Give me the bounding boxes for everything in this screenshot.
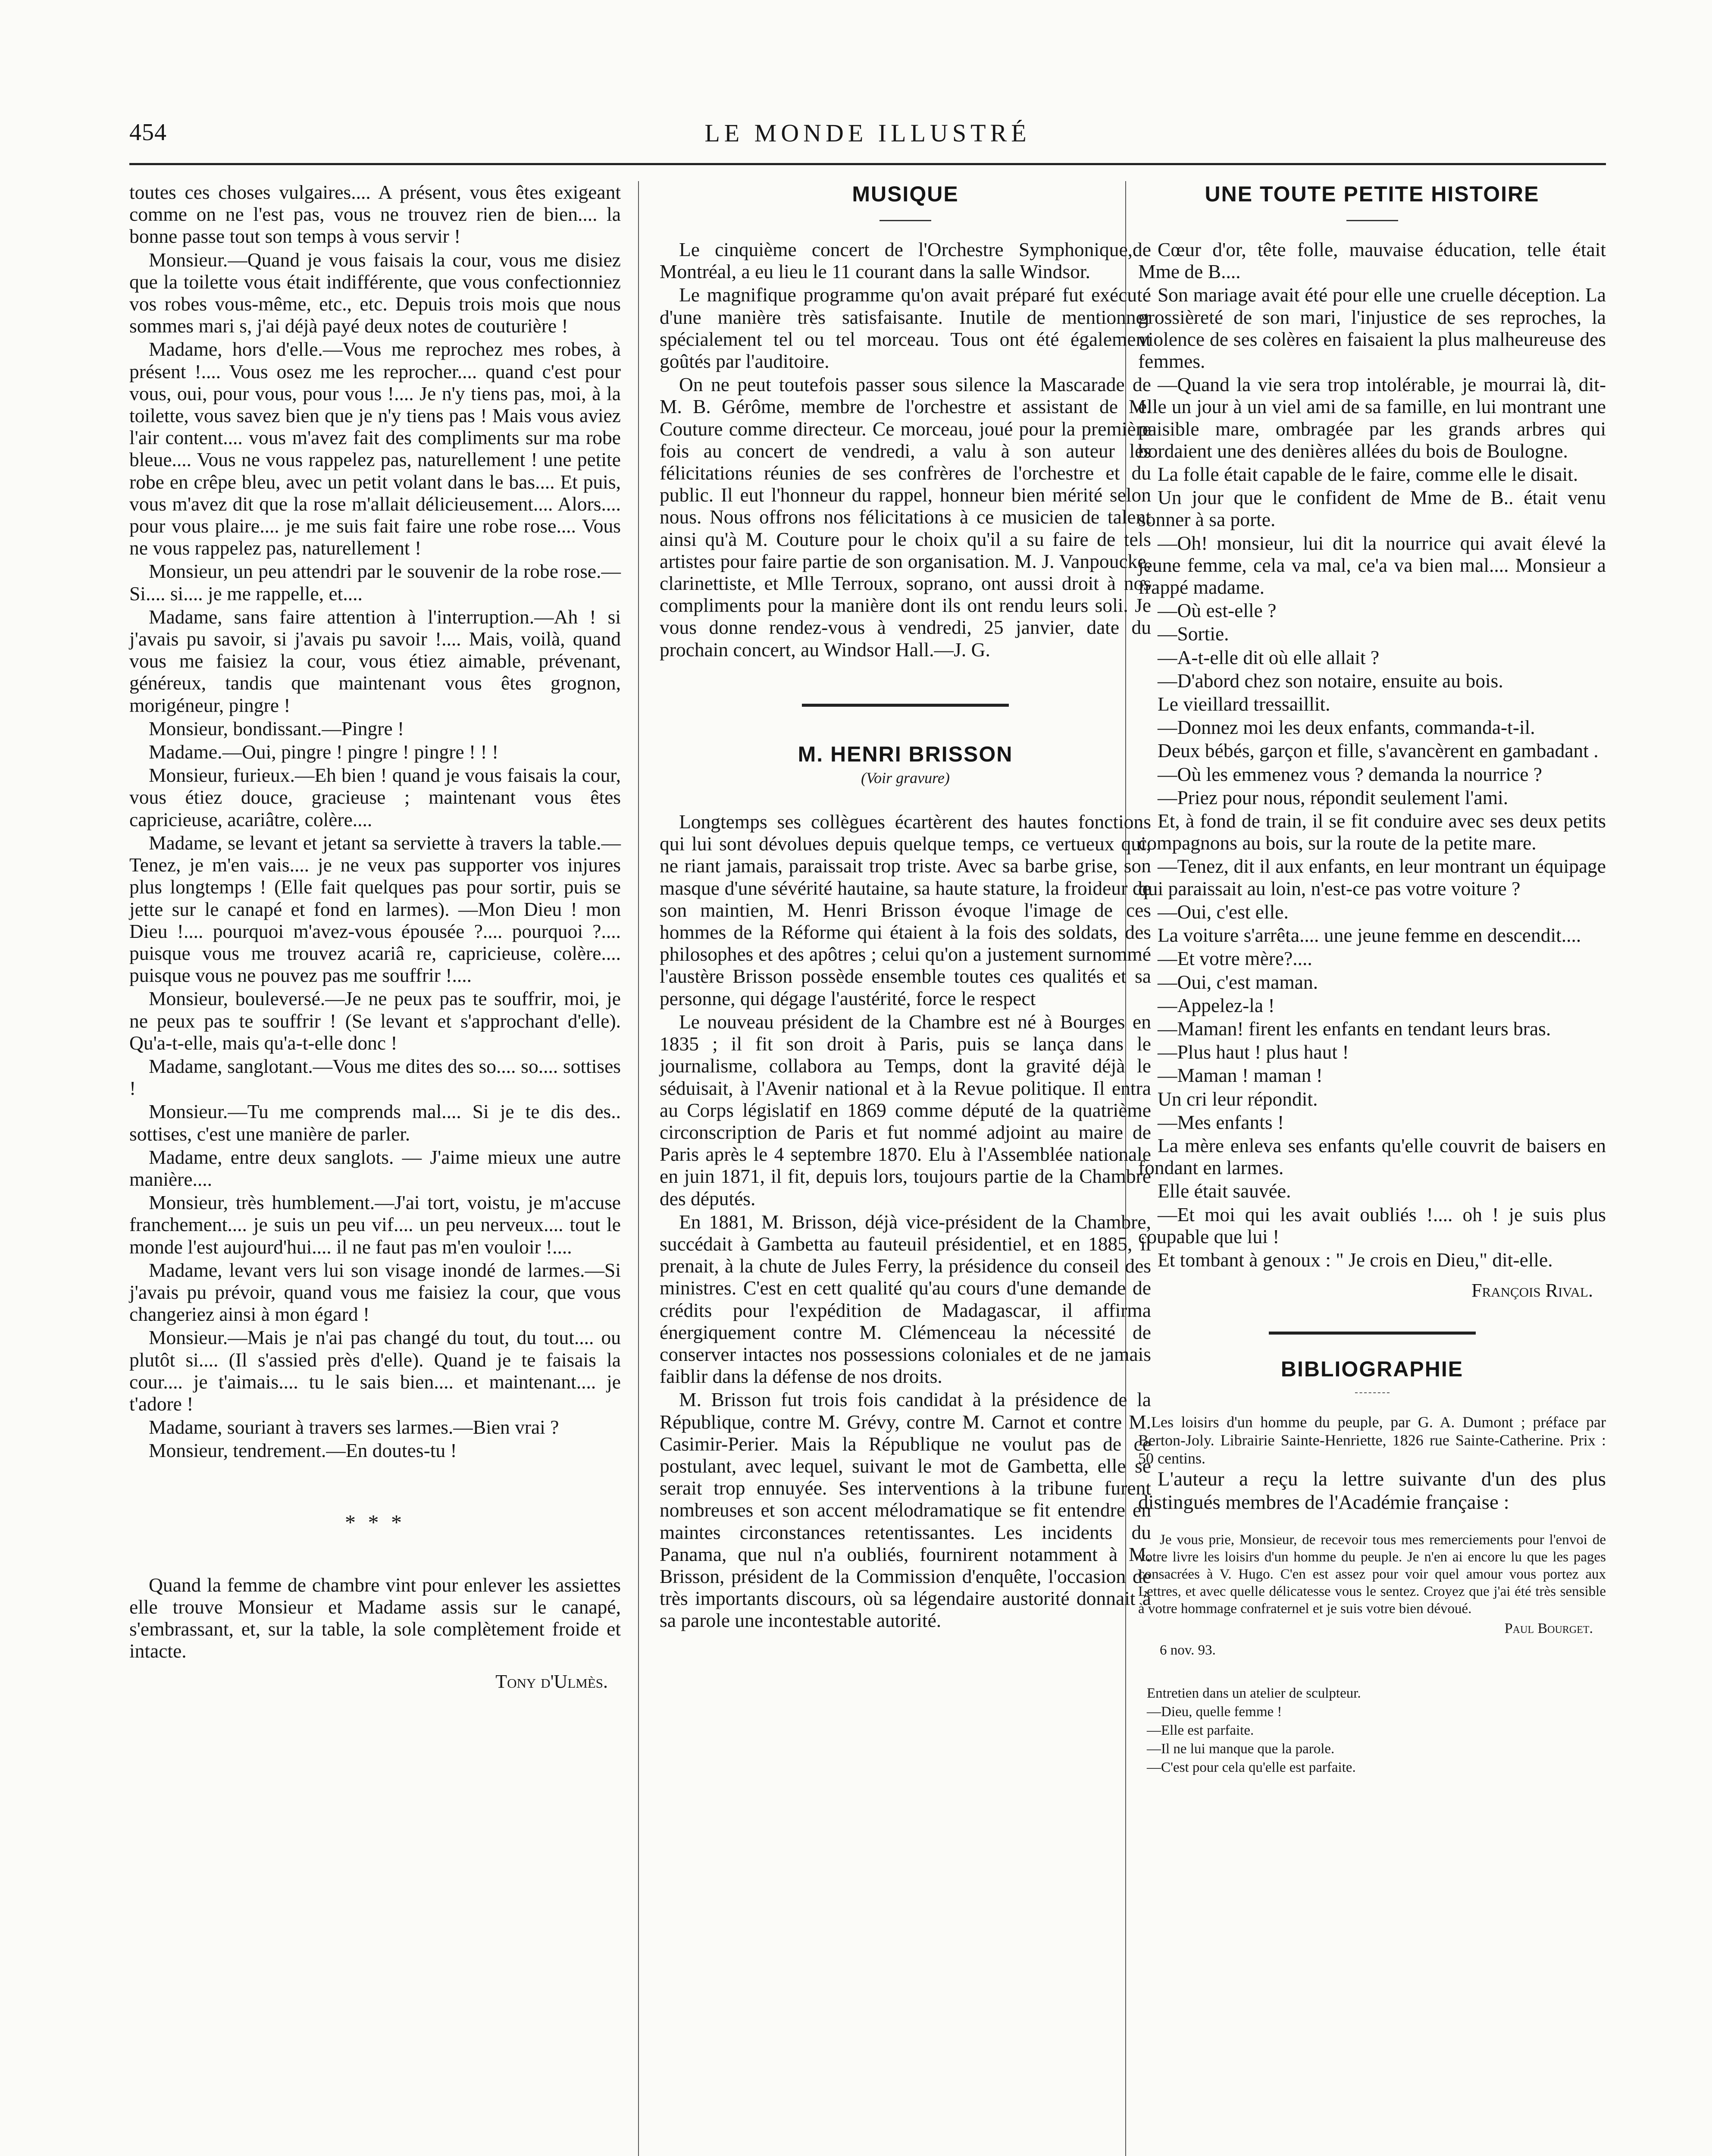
dialogue-paragraph: Monsieur, tendrement.—En doutes-tu ! — [149, 1439, 457, 1462]
bibliography-intro: L'auteur a reçu la lettre suivante d'un des plus distingués membres de l'Académie française : — [1138, 1468, 1606, 1514]
anecdote-line: —C'est pour cela qu'elle est parfaite. — [1147, 1760, 1356, 1776]
histoire-paragraph: Elle était sauvée. — [1158, 1180, 1291, 1202]
histoire-paragraph: Et tombant à genoux : " Je crois en Dieu," dit-elle. — [1158, 1248, 1553, 1271]
column-divider — [638, 181, 639, 2156]
histoire-paragraph: La voiture s'arrêta.... une jeune femme en descendit.... — [1158, 924, 1581, 946]
brisson-paragraph: En 1881, M. Brisson, déjà vice-président de la Chambre, succédait à Gambetta au fauteuil présidentiel, et en 1885, il prenait, à la chute de Jules Ferry, la présidence du conseil des ministres. C'est en cett qualité qu'au cours d'une demande de crédits pour l'expédition de Madagascar, il affirma énergiquement contre M. Clémenceau la nécessité de conserver intactes nos possessions coloniales et de ne jamais faiblir dans la défense de nos droits. — [660, 1210, 1151, 1388]
dialogue-paragraph: Madame, sans faire attention à l'interruption.—Ah ! si j'avais pu savoir, si j'avais pu savoir !.... Mais, voilà, quand vous me faisiez la cour, vous étiez aimable, prévenant, généreux, tandis que maintenant vous êtes grognon, morigéneur, pingre ! — [129, 605, 621, 716]
brisson-paragraph: M. Brisson fut trois fois candidat à la présidence de la République, contre M. Grévy, contre M. Carnot et contre M. Casimir-Perier. Mais la République ne voulut pas de ce postulant, avec lequel, suivant le mot de Gambetta, elle se serait trop ennuyée. Ses interventions à la tribune furent nombreuses et son accent mélodramatique se fit entendre en maintes circonstances retentissantes. Les incidents du Panama, que nul n'a oubliés, fournirent notamment à M. Brisson, président de la Commission d'enquête, l'occasion de très importants discours, où sa légendaire austorité donnait à sa parole une incontestable autorité. — [660, 1388, 1151, 1632]
histoire-paragraph: Le vieillard tressaillit. — [1158, 693, 1330, 715]
brisson-paragraph: Longtemps ses collègues écartèrent des hautes fonctions qui lui sont dévolues depuis quelque temps, ce vertueux qui, ne riant jamais, paraissait trop triste. Avec sa barbe grise, son masque d'une sévérité hautaine, sa haute stature, la froideur de son maintien, M. Henri Brisson évoque l'image de ces hommes de la Réforme qui étaient à la fois des soldats, des philosophes et des apôtres ; celui qu'on a justement surnommé l'austère Brisson possède ensemble toutes ces qualités et sa personne, qui dégage l'austérité, force le respect — [660, 811, 1151, 1009]
histoire-paragraph: —Où les emmenez vous ? demanda la nourrice ? — [1158, 763, 1542, 785]
author-signature: François Rival. — [1471, 1280, 1593, 1301]
histoire-paragraph: —Quand la vie sera trop intolérable, je mourrai là, dit-elle un jour à un viel ami de sa famille, en lui montrant une paisible mare, ombragée par les grands arbres qui bordaient une des denières allées du bois de Boulogne. — [1138, 373, 1606, 462]
dialogue-paragraph: Monsieur, un peu attendri par le souvenir de la robe rose.—Si.... si.... je me rappelle, et.... — [129, 560, 621, 605]
dialogue-paragraph: Madame, entre deux sanglots. — J'aime mieux une autre manière.... — [129, 1146, 621, 1190]
dialogue-paragraph: Madame, hors d'elle.—Vous me reprochez mes robes, à présent !.... Vous osez me les reprocher.... quand c'est pour vous, oui, pour vous, pour vous !.... Je n'y tiens pas, moi, à la toilette, vous savez bien que je n'y tiens pas ! Mais vous aviez l'air content.... vous m'avez fait des compliments sur ma robe bleue.... Vous ne vous rappelez pas, naturellement ! une petite robe en crêpe bleu, avec un petit volant dans le bas.... Et puis, vous m'avez dit que la rose m'allait délicieusement.... Alors.... pour vous plaire.... je me suis fait faire une robe rose.... Vous ne vous rappelez pas, naturellement ! — [129, 338, 621, 559]
bibliography-entry-block — [1138, 1413, 1606, 1467]
section-title-musique: MUSIQUE — [852, 182, 959, 206]
histoire-paragraph: —Sortie. — [1158, 623, 1229, 645]
section-title-histoire: UNE TOUTE PETITE HISTOIRE — [1205, 182, 1540, 206]
histoire-paragraph: —Et votre mère?.... — [1158, 947, 1312, 970]
histoire-paragraph: Deux bébés, garçon et fille, s'avancèrent en gambadant . — [1158, 740, 1599, 762]
dialogue-paragraph: Monsieur.—Tu me comprends mal.... Si je te dis des.. sottises, c'est une manière de parler. — [129, 1100, 621, 1145]
histoire-paragraph: —Où est-elle ? — [1158, 599, 1277, 622]
histoire-paragraph: —Oui, c'est maman. — [1158, 971, 1318, 993]
musique-paragraph: Le magnifique programme qu'on avait préparé fut exécuté d'une manière très satisfaisante. Inutile de mentionner spécialement tel ou tel morceau. Tous ont été également goûtés par l'auditoire. — [660, 284, 1151, 373]
histoire-paragraph: Un jour que le confident de Mme de B.. était venu sonner à sa porte. — [1138, 486, 1606, 531]
dialogue-paragraph: Monsieur, bondissant.—Pingre ! — [149, 717, 404, 740]
page-header — [129, 119, 1606, 155]
section-subtitle: (Voir gravure) — [861, 769, 950, 787]
dialogue-paragraph: Madame, souriant à travers ses larmes.—Bien vrai ? — [149, 1416, 559, 1438]
histoire-paragraph: —Tenez, dit il aux enfants, en leur montrant un équipage qui paraissait au loin, n'est-ce pas votre voiture ? — [1138, 855, 1606, 899]
section-title-brisson: M. HENRI BRISSON — [798, 742, 1013, 766]
brisson-paragraph: Le nouveau président de la Chambre est né à Bourges en 1835 ; il fit son droit à Paris, puis se lança dans le journalisme, collabora au Temps, dont la gravité déjà le séduisait, à l'Avenir national et à la Revue politique. Il entra au Corps législatif en 1869 comme député de la quatrième circonscription de Paris et fut nommé adjoint au maire de Paris après le 4 septembre 1870. Elu à l'Assemblée nationale en juin 1871, il fit, depuis lors, toujours partie de la Chambre des députés. — [660, 1010, 1151, 1210]
column-musique-brisson — [660, 181, 1151, 1632]
dialogue-paragraph: Monsieur, furieux.—Eh bien ! quand je vous faisais la cour, vous étiez douce, gracieuse ; maintenant vous êtes capricieuse, acariâtre, colère.... — [129, 764, 621, 830]
dialogue-paragraph: Monsieur, très humblement.—J'ai tort, voistu, je m'accuse franchement.... je suis un peu vif.... un peu nerveux.... tout le monde l'est aujourd'hui.... il ne faut pas m'en vouloir !.... — [129, 1191, 621, 1258]
anecdote-line: Entretien dans un atelier de sculpteur. — [1147, 1686, 1361, 1702]
histoire-paragraph: —A-t-elle dit où elle allait ? — [1158, 646, 1380, 668]
letter-text: Je vous prie, Monsieur, de recevoir tous mes remerciements pour l'envoi de votre livre les loisirs d'un homme du peuple. Je n'en ai encore lu que les pages consacrées à V. Hugo. C'en est assez pour voir quel amour vous portez aux Lettres, et avec quelle délicatesse vous le sentez. Croyez que j'ai été très sensible à votre hommage confraternel et je suis votre bien dévoué. — [1138, 1532, 1606, 1617]
dialogue-paragraph: toutes ces choses vulgaires.... A présent, vous êtes exigeant comme on ne l'est pas, vous ne trouvez rien de bien.... la bonne passe tout son temps à vous servir ! — [129, 181, 621, 248]
histoire-paragraph: Son mariage avait été pour elle une cruelle déception. La grossièreté de son mari, l'injustice de ses reproches, la violence de ses colères en faisaient la plus malheureuse des femmes. — [1138, 284, 1606, 373]
histoire-paragraph: Cœur d'or, tête folle, mauvaise éducation, telle était Mme de B.... — [1138, 238, 1606, 283]
dialogue-paragraph: Monsieur, bouleversé.—Je ne peux pas te souffrir, moi, je ne peux pas te souffrir ! (Se levant et s'approchant d'elle). Qu'a-t-elle, mais qu'a-t-elle donc ! — [129, 987, 621, 1054]
histoire-paragraph: —Donnez moi les deux enfants, commanda-t-il. — [1158, 716, 1535, 739]
section-separator — [1269, 1332, 1476, 1335]
histoire-paragraph: La folle était capable de le faire, comme elle le disait. — [1158, 463, 1578, 486]
histoire-paragraph: —Mes enfants ! — [1158, 1111, 1284, 1133]
anecdote-line: —Il ne lui manque que la parole. — [1147, 1741, 1335, 1757]
dialogue-paragraph: Madame, sanglotant.—Vous me dites des so.... so.... sottises ! — [129, 1055, 621, 1100]
musique-paragraph: On ne peut toutefois passer sous silence la Mascarade de M. B. Gérôme, membre de l'orchestre et assistant de M. Couture comme directeur. Ce morceau, joué pour la première fois au concert de vendredi, a valu à son auteur les félicitations réunies de ses confrères de l'orchestre et du public. Il eut l'honneur du rappel, honneur bien mérité selon nous. Nous offrons nos félicitations à ce musicien de talent ainsi qu'à M. Couture pour le choix qu'il a su faire de tels artistes pour faire partie de son organisation. M. J. Vanpoucke, clarinettiste, et Mlle Terroux, soprano, ont aussi droit à nos compliments pour la manière dont ils ont rendu leurs soli. Je vous donne rendez-vous à vendredi, 25 janvier, date du prochain concert, au Windsor Hall.—J. G. — [660, 373, 1151, 661]
anecdote-block — [1138, 1685, 1606, 1776]
closing-paragraph: Quand la femme de chambre vint pour enlever les assiettes elle trouve Monsieur et Madame assis sur le canapé, s'embrassant, et, sur la table, la sole complètement froide et intacte. — [129, 1573, 621, 1662]
title-dash — [879, 220, 931, 221]
header-rule — [129, 163, 1606, 165]
title-dash — [1346, 220, 1398, 221]
anecdote-line: —Elle est parfaite. — [1147, 1723, 1254, 1739]
histoire-paragraph: Et, à fond de train, il se fit conduire avec ses deux petits compagnons au bois, sur la route de la petite mare. — [1138, 810, 1606, 854]
histoire-paragraph: —Priez pour nous, répondit seulement l'ami. — [1158, 786, 1509, 808]
histoire-paragraph: —Maman ! maman ! — [1158, 1064, 1323, 1087]
dialogue-paragraph: Madame, se levant et jetant sa serviette à travers la table.—Tenez, je m'en vais.... je ne veux pas supporter vos injures plus longtemps ! (Elle fait quelques pas pour sortir, puis se jette sur le canapé et fond en larmes). —Mon Dieu ! mon Dieu !.... pourquoi m'avez-vous épousée ?.... pourquoi ?.... puisque vous me trouvez acariâ re, capricieuse, colère.... puisque vous ne pouvez pas me souffrir !.... — [129, 831, 621, 987]
letter-date: 6 nov. 93. — [1160, 1642, 1216, 1658]
dialogue-paragraph: Monsieur.—Quand je vous faisais la cour, vous me disiez que la toilette vous était indifférente, que vous confectionniez vos robes vous-même, etc., etc. Depuis trois mois que nous sommes mari s, j'ai déjà payé deux notes de couturière ! — [129, 248, 621, 337]
histoire-paragraph: La mère enleva ses enfants qu'elle couvrit de baisers en fondant en larmes. — [1138, 1134, 1606, 1179]
page-number: 454 — [129, 119, 167, 146]
anecdote-line: —Dieu, quelle femme ! — [1147, 1704, 1282, 1720]
histoire-paragraph: —Maman! firent les enfants en tendant leurs bras. — [1158, 1017, 1551, 1040]
section-title-bibliographie: BIBLIOGRAPHIE — [1280, 1357, 1464, 1382]
dialogue-paragraph: Madame.—Oui, pingre ! pingre ! pingre ! ! ! — [149, 741, 499, 763]
histoire-paragraph: —Oui, c'est elle. — [1158, 900, 1289, 923]
dialogue-paragraph: Madame, levant vers lui son visage inondé de larmes.—Si j'avais pu prévoir, quand vous me faisiez la cour, que vous changeriez ainsi à mon égard ! — [129, 1259, 621, 1326]
journal-title: LE MONDE ILLUSTRÉ — [704, 119, 1031, 147]
histoire-paragraph: —D'abord chez son notaire, ensuite au bois. — [1158, 669, 1503, 692]
dialogue-paragraph: Monsieur.—Mais je n'ai pas changé du tout, du tout.... ou plutôt si.... (Il s'assied près d'elle). Quand je te faisais la cour.... je t'aimais.... tu le sais bien.... et maintenant.... je t'adore ! — [129, 1326, 621, 1415]
histoire-paragraph: —Appelez-la ! — [1158, 994, 1275, 1016]
histoire-paragraph: —Oh! monsieur, lui dit la nourrice qui avait élevé la jeune femme, cela va mal, ce'a va bien mal.... Monsieur a frappé madame. — [1138, 532, 1606, 599]
section-separator — [802, 704, 1009, 707]
musique-paragraph: Le cinquième concert de l'Orchestre Symphonique,de Montréal, a eu lieu le 11 courant dans la salle Windsor. — [660, 238, 1151, 283]
author-signature: Tony d'Ulmès. — [495, 1671, 608, 1692]
column-histoire-bibliographie — [1138, 181, 1606, 1776]
histoire-paragraph: —Et moi qui les avait oubliés !.... oh ! je suis plus coupable que lui ! — [1138, 1203, 1606, 1247]
letter-block — [1138, 1531, 1606, 1659]
histoire-paragraph: Un cri leur répondit. — [1158, 1087, 1318, 1110]
section-stars: * * * — [345, 1510, 405, 1534]
column-dialogue — [129, 181, 621, 1693]
bibliography-entry: Les loisirs d'un homme du peuple, par G. A. Dumont ; préface par Berton-Joly. Librairie Sainte-Henriette, 1826 rue Sainte-Catherine. Prix : 50 centins. — [1138, 1413, 1606, 1467]
letter-signature: Paul Bourget. — [1504, 1620, 1593, 1637]
title-dash — [1355, 1392, 1390, 1393]
histoire-paragraph: —Plus haut ! plus haut ! — [1158, 1041, 1349, 1063]
